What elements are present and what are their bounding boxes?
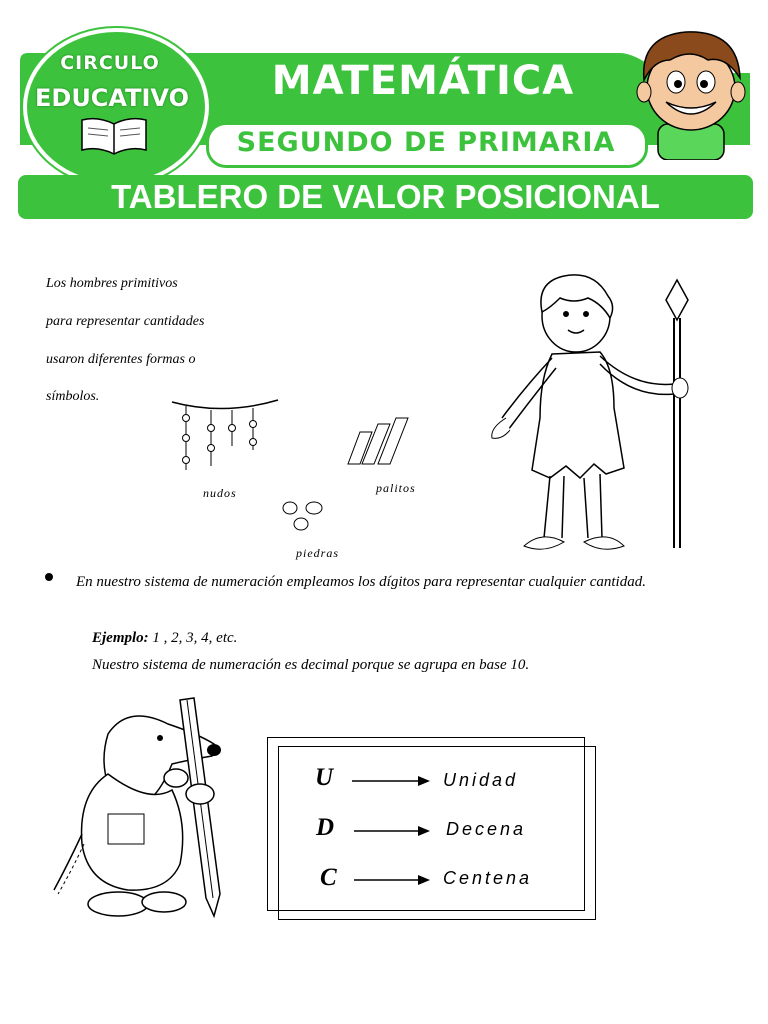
- decimal-note: Nuestro sistema de numeración es decimal porque se agrupa en base 10.: [92, 657, 530, 673]
- logo-line2: EDUCATIVO: [35, 84, 189, 112]
- arrow-right-icon: [354, 824, 430, 838]
- intro-line-1: Los hombres primitivos: [46, 276, 178, 291]
- bullet-marker: [45, 573, 53, 581]
- label-piedras: piedras: [296, 546, 339, 560]
- word-decena: Decena: [446, 819, 527, 839]
- arrow-right-icon: [354, 873, 430, 887]
- word-centena: Centena: [443, 868, 533, 888]
- logo-line1: CIRCULO: [60, 52, 160, 74]
- sticks-icon: [346, 414, 412, 468]
- letter-centena: C: [320, 864, 337, 891]
- label-palitos: palitos: [376, 481, 416, 495]
- example-line: [92, 630, 237, 647]
- intro-line-4: símbolos.: [46, 389, 100, 404]
- intro-line-2: para representar cantidades: [46, 314, 205, 329]
- page-subtitle: SEGUNDO DE PRIMARIA: [236, 127, 616, 158]
- mole-with-pencil-icon: [48, 694, 232, 922]
- caveman-illustration-icon: [484, 268, 700, 558]
- intro-line-3: usaron diferentes formas o: [46, 352, 196, 367]
- arrow-right-icon: [352, 774, 430, 788]
- knots-icon: [168, 394, 282, 474]
- word-unidad: Unidad: [443, 770, 519, 790]
- label-nudos: nudos: [203, 486, 237, 500]
- section-title: TABLERO DE VALOR POSICIONAL: [111, 178, 660, 215]
- boy-mascot-icon: [630, 26, 752, 160]
- letter-unidad: U: [315, 764, 334, 791]
- bullet-text: En nuestro sistema de numeración empleamos los dígitos para representar cualquier cantidad.: [76, 574, 646, 590]
- stones-icon: [280, 498, 328, 534]
- book-icon: [78, 116, 150, 156]
- page-title: MATEMÁTICA: [271, 58, 575, 104]
- example-label: Ejemplo:: [92, 630, 149, 646]
- example-text: 1 , 2, 3, 4, etc.: [148, 630, 238, 646]
- letter-decena: D: [316, 814, 335, 841]
